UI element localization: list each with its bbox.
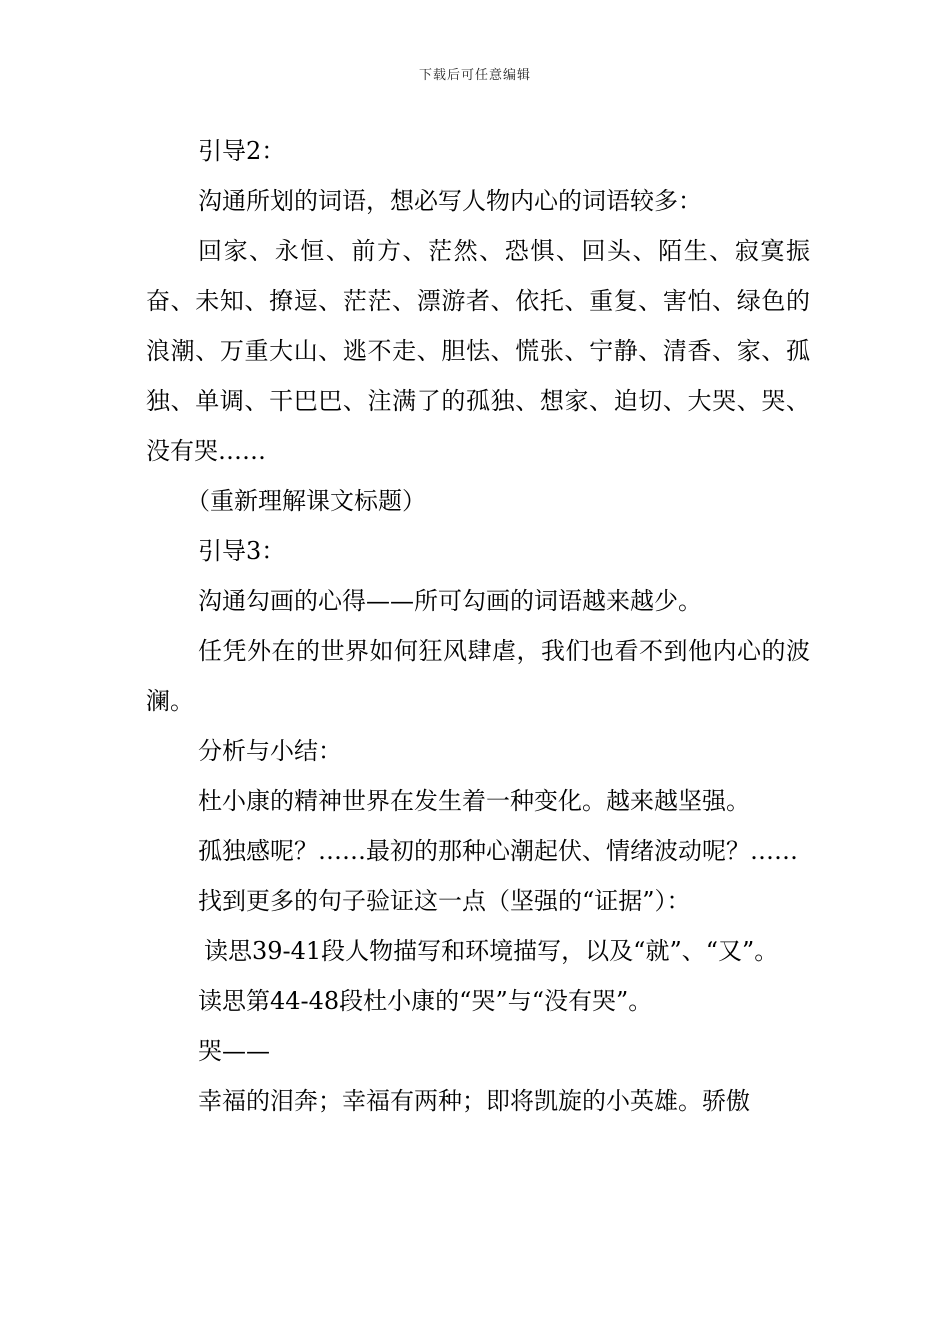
cry-heading: 哭—— [198,1037,270,1065]
paragraph-spiritual-change: 杜小康的精神世界在发生着一种变化。越来越坚强。 [198,787,750,815]
paragraph-read-44-48: 读思第44-48段杜小康的“哭”与“没有哭”。 [198,987,653,1015]
paragraph-retitle-note: （重新理解课文标题） [186,487,426,515]
paragraph-loneliness-question: 孤独感呢？……最初的那种心潮起伏、情绪波动呢？…… [198,837,798,865]
paragraph-word-list: 回家、永恒、前方、茫然、恐惧、回头、陌生、寂寞振奋、未知、撩逗、茫茫、漂游者、依托、重复、害怕、绿色的浪潮、万重大山、逃不走、胆怯、慌张、宁静、清香、家、孤独、单调、干巴巴、注满了的孤独、想家、迫切、大哭、哭、没有哭…… [146,237,810,465]
paragraph-drawing-insight: 沟通勾画的心得——所可勾画的词语越来越少。 [198,587,702,615]
document-body [146,126,810,1126]
guide-3-heading: 引导3： [198,537,286,565]
paragraph-read-39-41: 读思39-41段人物描写和环境描写，以及“就”、“又”。 [204,937,779,965]
paragraph-happy-tears: 幸福的泪奔；幸福有两种；即将凯旋的小英雄。骄傲 [198,1087,750,1115]
guide-2-heading: 引导2： [198,137,286,165]
paragraph-find-evidence: 找到更多的句子验证这一点（坚强的“证据”）： [198,887,691,915]
paragraph-communicate-words: 沟通所划的词语，想必写人物内心的词语较多： [198,187,702,215]
paragraph-inner-waves: 任凭外在的世界如何狂风肆虐，我们也看不到他内心的波澜。 [146,637,810,715]
page-header: 下载后可任意编辑 [418,68,531,83]
analysis-heading: 分析与小结： [198,737,342,765]
